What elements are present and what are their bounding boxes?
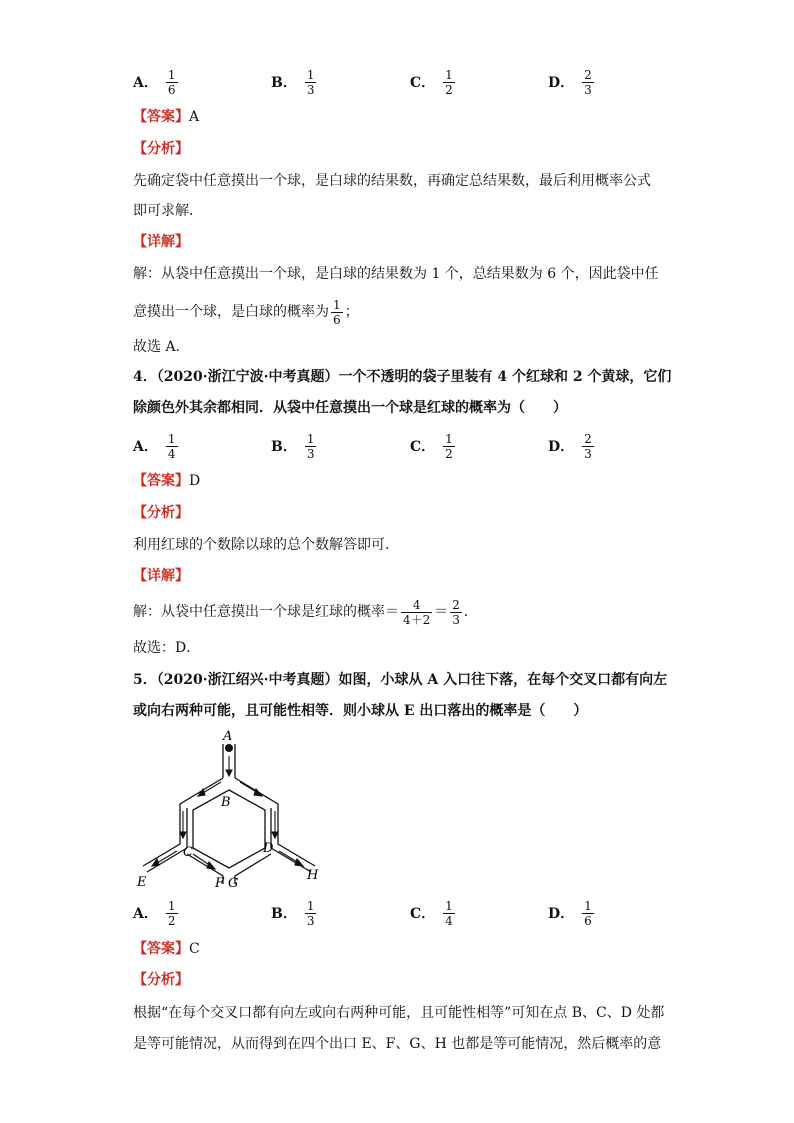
q3-option-a [133, 62, 180, 102]
option-fraction: $\frac{1}{6}$ [167, 67, 176, 97]
q3-answer [133, 107, 199, 127]
label-a: A [223, 729, 233, 744]
q4-analysis-tag: 【分析】 [133, 505, 189, 521]
q5-stem: 或向右两种可能，且可能性相等．则小球从 E 出口落出的概率是（ ） [133, 703, 588, 719]
label-e: E [137, 875, 147, 890]
fraction: $\frac{2}{3}$ [452, 597, 460, 627]
label-d: D [263, 841, 274, 856]
label-c: C [183, 845, 193, 860]
q3-detail-tag: 【详解】 [133, 234, 189, 250]
answer-value: A [189, 109, 200, 125]
q4-option-d: D． $\frac{2}{3}$ [548, 431, 592, 461]
q4-option-c: C． $\frac{1}{2}$ [410, 431, 453, 461]
q4-answer: 【答案】D [133, 473, 201, 489]
option-letter: A． [133, 75, 158, 91]
option-letter: B． [271, 75, 297, 91]
label-g: G [228, 876, 239, 891]
label-b: B [221, 795, 231, 810]
option-fraction: $\frac{1}{3}$ [306, 898, 315, 928]
q5-analysis-line: 根据“在每个交叉口都有向左或向右两种可能，且可能性相等”可知在点 B、C、D 处都 [133, 1005, 665, 1021]
q3-detail-line: 意摸出一个球，是白球的概率为 $\frac{1}{6}$ ； [133, 297, 359, 327]
q5-figure [125, 726, 335, 896]
q3-analysis-tag: 【分析】 [133, 141, 189, 157]
q4-detail-line: 解：从袋中任意摸出一个球是红球的概率＝ $\frac{4}{4+2}$ ＝ $\frac{2}{3}$ ． [133, 597, 478, 627]
q5-option-c: C． $\frac{1}{4}$ [410, 898, 453, 928]
option-fraction: $\frac{1}{2}$ [445, 67, 453, 97]
option-fraction: $\frac{1}{3}$ [306, 67, 315, 97]
q5-option-b: B． $\frac{1}{3}$ [271, 898, 315, 928]
q3-choose: 故选 A． [133, 339, 190, 355]
q5-option-a: A． $\frac{1}{2}$ [133, 898, 176, 928]
q3-option-d [548, 62, 596, 102]
q3-analysis-line: 即可求解． [133, 203, 203, 219]
label-h: H [307, 868, 319, 883]
option-fraction: $\frac{1}{4}$ [167, 431, 176, 461]
q4-stem: 除颜色外其余都相同．从袋中任意摸出一个球是红球的概率为（ ） [133, 400, 567, 416]
q4-choose: 故选：D． [133, 640, 201, 656]
label-f: F [215, 876, 225, 891]
option-fraction: $\frac{1}{4}$ [445, 898, 453, 928]
q4-option-a: A． $\frac{1}{4}$ [133, 431, 176, 461]
answer-tag: 【答案】 [133, 109, 189, 125]
option-fraction: $\frac{1}{2}$ [445, 431, 453, 461]
q4-analysis-line: 利用红球的个数除以球的总个数解答即可． [133, 537, 399, 553]
q4-detail-tag: 【详解】 [133, 568, 189, 584]
option-fraction: $\frac{1}{6}$ [584, 898, 592, 928]
q3-option-b [271, 62, 318, 102]
q5-option-d: D． $\frac{1}{6}$ [548, 898, 592, 928]
ball-icon [225, 744, 233, 752]
q4-stem: 4．（2020·浙江宁波·中考真题）一个不透明的袋子里装有 4 个红球和 2 个黄球，它们 [133, 369, 672, 385]
q5-stem: 5．（2020·浙江绍兴·中考真题）如图，小球从 A 入口往下落，在每个交叉口都有向左 [133, 672, 668, 688]
q3-option-c [410, 62, 457, 102]
option-letter: C． [410, 75, 436, 91]
fraction: $\frac{4}{4+2}$ [403, 597, 431, 627]
q5-analysis-tag: 【分析】 [133, 972, 189, 988]
q3-detail-line: 解：从袋中任意摸出一个球，是白球的结果数为 1 个，总结果数为 6 个，因此袋中任 [133, 266, 659, 282]
option-fraction: $\frac{1}{2}$ [167, 898, 176, 928]
q5-analysis-line: 是等可能情况，从而得到在四个出口 E、F、G、H 也都是等可能情况，然后概率的意 [133, 1036, 662, 1052]
option-letter: D． [548, 75, 575, 91]
option-fraction: $\frac{1}{3}$ [306, 431, 315, 461]
q4-option-b: B． $\frac{1}{3}$ [271, 431, 315, 461]
q3-analysis-line: 先确定袋中任意摸出一个球，是白球的结果数，再确定总结果数，最后利用概率公式 [133, 173, 651, 189]
fraction: $\frac{1}{6}$ [333, 297, 341, 327]
option-fraction: $\frac{2}{3}$ [584, 431, 592, 461]
q5-answer: 【答案】C [133, 941, 200, 957]
option-fraction: $\frac{2}{3}$ [584, 67, 592, 97]
